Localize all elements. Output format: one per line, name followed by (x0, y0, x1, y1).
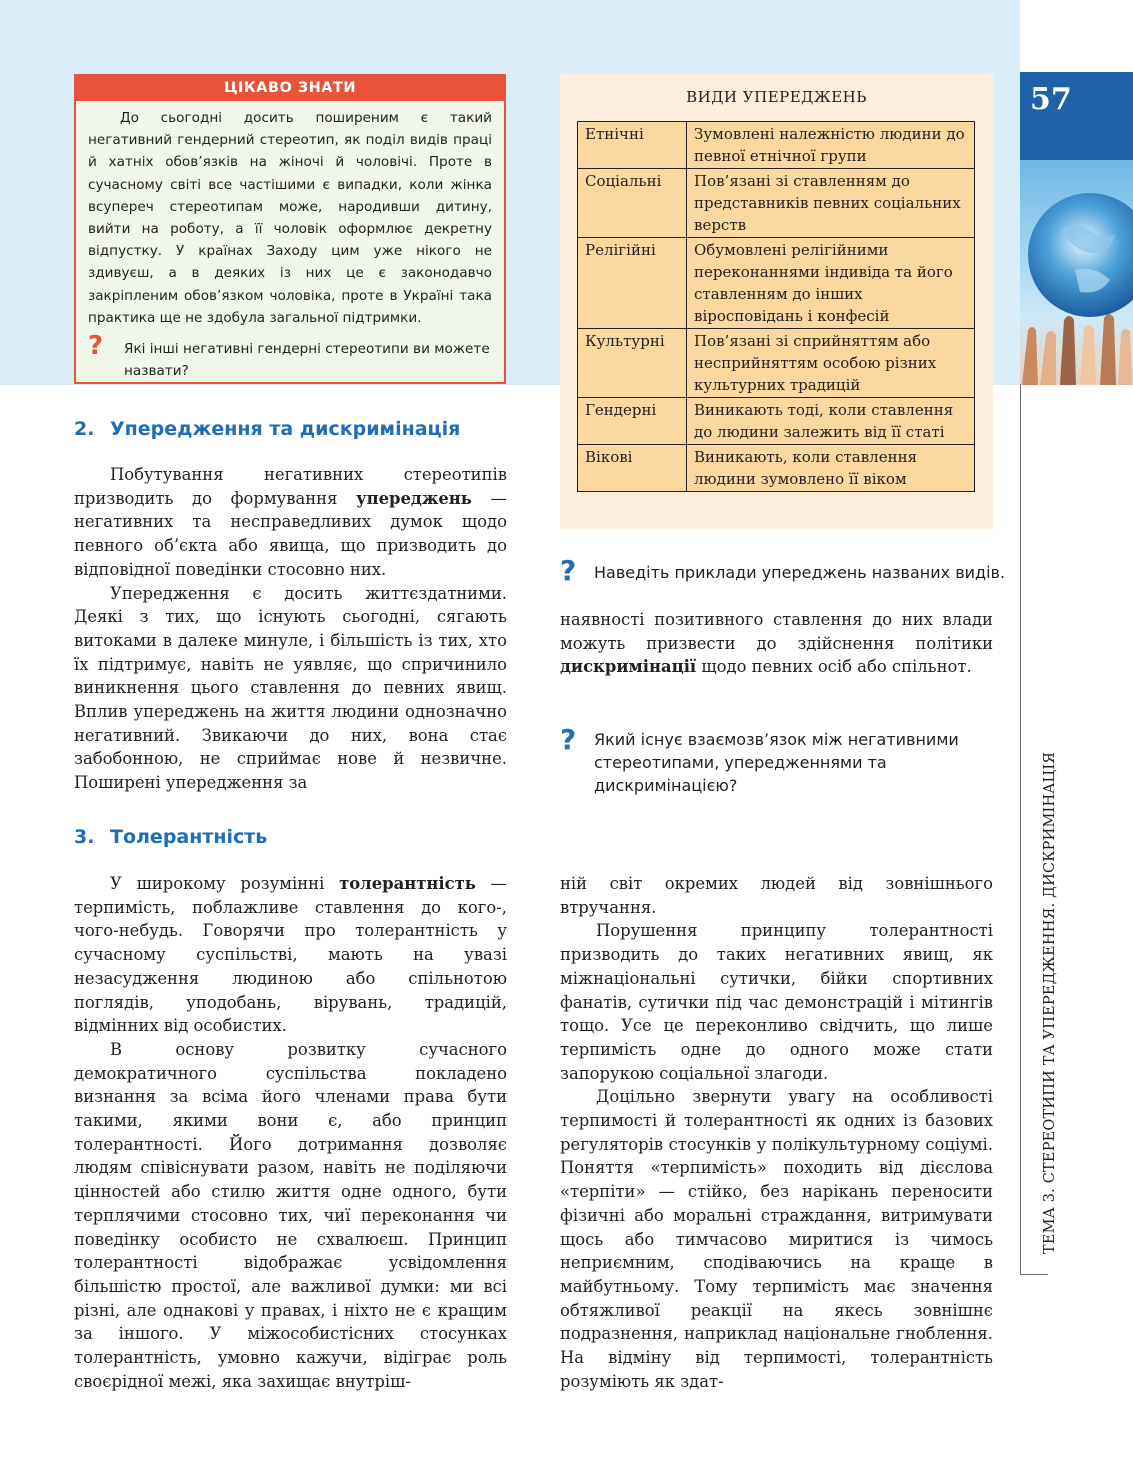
fact-box-text: До сьогодні досить поширеним є такий негативний гендерний стереотип, як поділ видів праці й хатніх обов’язків на жіночі й чоловічі. Проте в сучасному світі все частішими є випадки, коли жінка всупереч стереотипам може, народивши дитину, вийти на роботу, а її чоловік оформлює декретну відпустку. У країнах Заходу цим уже нікого не здивуєш, а в деяких із них це є законодавчо закріпленим обов’язком чоловіка, проте в Україні така практика ще не здобула загальної підтримки. (88, 110, 492, 326)
right-margin-column (1020, 72, 1133, 1474)
table-row (578, 122, 975, 169)
text-run: наявності позитивного ставлення до них влади можуть призвести до здійснення політики (560, 610, 993, 653)
prejudice-description-cell: Пов’язані зі ставленням до представників певних соціальних верств (687, 169, 975, 238)
fact-box-question (76, 329, 504, 382)
page-number-box (1020, 72, 1133, 160)
section-3-paragraph-1 (74, 872, 507, 1038)
table-row (578, 238, 975, 329)
side-divider-tick (1020, 1274, 1048, 1275)
prejudice-description-cell: Пов’язані зі сприйняттям або несприйняттям особою різних культурних традицій (687, 329, 975, 398)
prejudice-types-table (577, 121, 975, 492)
prejudice-type-cell: Вікові (578, 445, 687, 492)
section-3-paragraph-3: ній світ окремих людей від зовнішнього втручання. (560, 874, 993, 917)
globe-hands-illustration (1020, 160, 1133, 385)
term-discrimination: дискримінації (560, 657, 697, 677)
section-2-paragraph-1 (74, 463, 507, 582)
prejudice-description-cell: Зумовлені належністю людини до певної етнічної групи (687, 122, 975, 169)
section-2-right-text (560, 608, 993, 679)
interesting-fact-box (74, 74, 506, 384)
text-run: — негативних та несправедливих думок щодо певного об’єкта або явища, що призводить до відповідної поведінки стосовно них. (74, 488, 507, 579)
section-2-number: 2. (74, 418, 95, 440)
prejudice-type-cell: Гендерні (578, 398, 687, 445)
topic-side-title: ТЕМА 3. СТЕРЕОТИПИ ТА УПЕРЕДЖЕННЯ. ДИСКРИМІНАЦІЯ (1042, 751, 1058, 1254)
prejudice-type-cell: Етнічні (578, 122, 687, 169)
text-run: У широкому розумінні (110, 874, 340, 893)
section-3-paragraph-2: В основу розвитку сучасного демократичного суспільства покладено визнання за всіма його членами права бути такими, якими вони є, або принцип толерантності. Його дотримання дозволяє людям співіснувати разом, навіть не поділяючи цінностей або стилю життя одне одного, бути терплячими стосовно тих, чиї переконання чи поведінку особисто не схвалюєш. Принцип толерантності відображає усвідомлення більшістю простої, але важливої думки: ми всі різні, але однакові у правах, і ніхто не є кращим за іншого. У міжособистісних стосунках толерантність, умовно кажучи, відіграє роль своєрідної межі, яка захищає внутріш- (74, 1039, 507, 1391)
question-1-text: Наведіть приклади упереджень названих видів. (594, 563, 1006, 582)
side-divider-line (1020, 384, 1021, 1274)
section-2-paragraph-2: Упередження є досить життєздатними. Деякі з тих, що існують сьогодні, сягають витоками в далеке минуле, і більшість із тих, хто їх підтримує, навіть не уявляє, що спричинило виникнення цього ставлення до певних явищ. Вплив упереджень на життя людини однозначно негативний. Звикаючи до них, вона стає забобонною, не сприймає нове й незвичне. Поширені упередження за (74, 583, 507, 793)
section-3-left-text (74, 872, 507, 1393)
section-2-title: Упередження та дискримінація (110, 418, 461, 440)
text-run: Побутування негативних стереотипів призводить до формування (74, 465, 507, 508)
question-mark-icon: ? (560, 723, 577, 756)
question-mark-icon: ? (560, 554, 577, 587)
section-2-heading (74, 418, 460, 440)
prejudice-type-cell: Культурні (578, 329, 687, 398)
table-row (578, 398, 975, 445)
text-run: щодо певних осіб або спільнот. (696, 657, 972, 677)
prejudice-type-cell: Релігійні (578, 238, 687, 329)
section-3-heading (74, 826, 267, 848)
section-2-paragraph-3 (560, 608, 993, 679)
prejudice-description-cell: Виникають тоді, коли ставлення до людини залежить від її статі (687, 398, 975, 445)
fact-box-question-text: Які інші негативні гендерні стереотипи ви можете назвати? (124, 341, 490, 380)
section-3-title: Толерантність (110, 826, 268, 848)
section-3-paragraph-4: Порушення принципу толерантності призводить до таких негативних явищ, як міжнаціональні сутички, бійки спортивних фанатів, сутички під час демонстрацій і мітингів тощо. Усе це переконливо свідчить, що лише терпимість одне до одного може стати запорукою соціальної злагоди. (560, 921, 993, 1083)
term-tolerance: толерантність (339, 874, 476, 893)
question-mark-icon: ? (88, 331, 104, 362)
section-3-paragraph-5: Доцільно звернути увагу на особливості терпимості й толерантності як одних із базових регуляторів стосунків у полікультурному соціумі. Поняття «терпимість» походить від дієслова «терпіти» — стійко, без нарікань переносити фізичні або моральні страждання, витримувати щось або тимчасово миритися із чимось неприємним, сподіваючись на краще в майбутньому. Тому терпимість має значення обтяжливої реакції на якесь зовнішнє подразнення, наприклад національне гноблення. На відміну від терпимості, толерантність розуміють як здат- (560, 1087, 993, 1391)
table-row (578, 445, 975, 492)
prejudice-type-cell: Соціальні (578, 169, 687, 238)
table-row (578, 329, 975, 398)
text-run: — терпимість, поблажливе ставлення до кого-, чого-небудь. Говорячи про толерантність у сучасному суспільстві, мають на увазі незасудження людиною або спільнотою поглядів, уподобань, вірувань, традицій, відмінних від особистих. (74, 874, 507, 1036)
table-row (578, 169, 975, 238)
table-title: ВИДИ УПЕРЕДЖЕНЬ (686, 88, 867, 106)
prejudice-types-panel (560, 74, 993, 529)
section-3-right-text (560, 872, 993, 1393)
fact-box-title: ЦІКАВО ЗНАТИ (76, 76, 504, 101)
prejudice-description-cell: Обумовлені релігійними переконаннями індивіда та його ставленням до інших віросповідань і конфесій (687, 238, 975, 329)
page-number: 57 (1030, 82, 1072, 117)
prejudice-description-cell: Виникають, коли ставлення людини зумовлено її віком (687, 445, 975, 492)
section-2-left-text (74, 463, 507, 795)
section-3-number: 3. (74, 826, 95, 848)
term-prejudice: упереджень (356, 488, 472, 508)
globe-hands-image (1020, 160, 1133, 385)
question-2-text: Який існує взаємозв’язок між негативними стереотипами, упередженнями та дискримінацією? (594, 730, 959, 795)
